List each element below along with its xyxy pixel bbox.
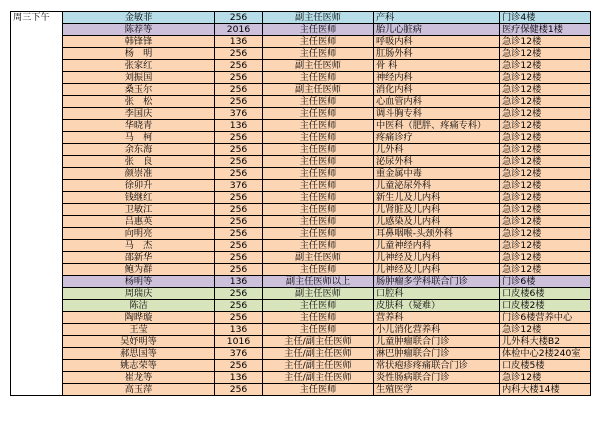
doctor-name-cell: 卫敏江 [63, 204, 215, 216]
table-row [11, 300, 591, 312]
doctor-name-cell: 陶晔璇 [63, 312, 215, 324]
department-cell: 皮肤科（疑难） [374, 300, 500, 312]
table-row [11, 96, 591, 108]
doctor-title-cell: 主任医师 [263, 192, 374, 204]
location-cell: 急诊12楼 [500, 192, 591, 204]
doctor-title-cell: 主任医师 [263, 48, 374, 60]
department-cell: 重金属中毒 [374, 168, 500, 180]
location-cell: 口皮楼2楼 [500, 300, 591, 312]
location-cell: 急诊12楼 [500, 84, 591, 96]
department-cell: 儿童泌尿外科 [374, 180, 500, 192]
fee-code-cell: 256 [215, 252, 263, 264]
doctor-title-cell: 副主任医师 [263, 84, 374, 96]
location-cell: 体检中心2楼240室 [500, 348, 591, 360]
doctor-title-cell: 主任医师 [263, 144, 374, 156]
location-cell: 急诊12楼 [500, 264, 591, 276]
table-row [11, 204, 591, 216]
location-cell: 医疗保健楼1楼 [500, 24, 591, 36]
table-row [11, 60, 591, 72]
doctor-name-cell: 余东海 [63, 144, 215, 156]
table-row [11, 384, 591, 396]
fee-code-cell: 256 [215, 72, 263, 84]
doctor-name-cell: 杨明等 [63, 276, 215, 288]
location-cell: 急诊12楼 [500, 108, 591, 120]
location-cell: 急诊12楼 [500, 36, 591, 48]
location-cell: 急诊12楼 [500, 48, 591, 60]
location-cell: 急诊12楼 [500, 120, 591, 132]
doctor-title-cell: 主任医师 [263, 204, 374, 216]
doctor-name-cell: 姚志荣等 [63, 360, 215, 372]
doctor-title-cell: 主任医师 [263, 216, 374, 228]
table-row [11, 168, 591, 180]
department-cell: 产科 [374, 12, 500, 24]
department-cell: 泌尿外科 [374, 156, 500, 168]
department-cell: 肛肠外科 [374, 48, 500, 60]
doctor-name-cell: 韩锋锋 [63, 36, 215, 48]
doctor-name-cell: 张 松 [63, 96, 215, 108]
doctor-name-cell: 邵新华 [63, 252, 215, 264]
department-cell: 肠肿瘤多学科联合门诊 [374, 276, 500, 288]
department-cell: 胎儿心脏病 [374, 24, 500, 36]
fee-code-cell: 256 [215, 360, 263, 372]
doctor-name-cell: 鲍为群 [63, 264, 215, 276]
table-row [11, 48, 591, 60]
fee-code-cell: 256 [215, 300, 263, 312]
department-cell: 儿童神经内科 [374, 240, 500, 252]
doctor-title-cell: 主任医师 [263, 240, 374, 252]
fee-code-cell: 136 [215, 372, 263, 384]
table-row [11, 348, 591, 360]
doctor-title-cell: 主任医师 [263, 72, 374, 84]
fee-code-cell: 256 [215, 240, 263, 252]
department-cell: 调斗胸专科 [374, 108, 500, 120]
doctor-title-cell: 主任医师 [263, 132, 374, 144]
department-cell: 新生儿及儿内科 [374, 192, 500, 204]
doctor-title-cell: 主任医师 [263, 324, 374, 336]
table-row [11, 264, 591, 276]
table-row [11, 180, 591, 192]
fee-code-cell: 2016 [215, 24, 263, 36]
doctor-title-cell: 副主任医师 [263, 252, 374, 264]
fee-code-cell: 256 [215, 48, 263, 60]
doctor-title-cell: 主任医师 [263, 384, 374, 396]
doctor-name-cell: 高玉萍 [63, 384, 215, 396]
department-cell: 生殖医学 [374, 384, 500, 396]
location-cell: 儿外科大楼B2 [500, 336, 591, 348]
location-cell: 急诊12楼 [500, 156, 591, 168]
table-row [11, 312, 591, 324]
doctor-name-cell: 吕惠英 [63, 216, 215, 228]
doctor-title-cell: 主任/副主任医师 [263, 336, 374, 348]
table-row [11, 192, 591, 204]
table-row [11, 84, 591, 96]
doctor-title-cell: 主任医师 [263, 228, 374, 240]
table-row [11, 216, 591, 228]
doctor-title-cell: 副主任医师 [263, 60, 374, 72]
table-row [11, 156, 591, 168]
doctor-title-cell: 主任医师 [263, 96, 374, 108]
doctor-name-cell: 陈荐等 [63, 24, 215, 36]
location-cell: 急诊12楼 [500, 96, 591, 108]
department-cell: 儿外科 [374, 144, 500, 156]
doctor-name-cell: 王莹 [63, 324, 215, 336]
table-row [11, 288, 591, 300]
fee-code-cell: 256 [215, 144, 263, 156]
doctor-name-cell: 华晓青 [63, 120, 215, 132]
department-cell: 常状疱疹疼痛联合门诊 [374, 360, 500, 372]
table-row [11, 132, 591, 144]
doctor-title-cell: 副主任医师 [263, 12, 374, 24]
department-cell: 心血管内科 [374, 96, 500, 108]
table-row [11, 240, 591, 252]
doctor-name-cell: 崔龙等 [63, 372, 215, 384]
department-cell: 骨 科 [374, 60, 500, 72]
location-cell: 急诊12楼 [500, 60, 591, 72]
doctor-name-cell: 刘振国 [63, 72, 215, 84]
fee-code-cell: 376 [215, 108, 263, 120]
location-cell: 急诊12楼 [500, 180, 591, 192]
fee-code-cell: 256 [215, 12, 263, 24]
department-cell: 营养科 [374, 312, 500, 324]
department-cell: 口腔科 [374, 288, 500, 300]
doctor-name-cell: 杨 明 [63, 48, 215, 60]
fee-code-cell: 136 [215, 36, 263, 48]
fee-code-cell: 256 [215, 312, 263, 324]
fee-code-cell: 256 [215, 288, 263, 300]
fee-code-cell: 256 [215, 60, 263, 72]
location-cell: 门诊6楼 [500, 276, 591, 288]
table-row [11, 24, 591, 36]
table-row [11, 336, 591, 348]
doctor-name-cell: 马 柯 [63, 132, 215, 144]
fee-code-cell: 256 [215, 384, 263, 396]
department-cell: 小儿消化营养科 [374, 324, 500, 336]
doctor-title-cell: 主任医师 [263, 264, 374, 276]
fee-code-cell: 256 [215, 216, 263, 228]
location-cell: 急诊12楼 [500, 228, 591, 240]
fee-code-cell: 256 [215, 228, 263, 240]
location-cell: 急诊12楼 [500, 252, 591, 264]
doctor-name-cell: 郝思国等 [63, 348, 215, 360]
fee-code-cell: 376 [215, 348, 263, 360]
location-cell: 急诊12楼 [500, 72, 591, 84]
doctor-name-cell: 周瑞庆 [63, 288, 215, 300]
location-cell: 急诊12楼 [500, 168, 591, 180]
doctor-name-cell: 向明亮 [63, 228, 215, 240]
fee-code-cell: 136 [215, 120, 263, 132]
location-cell: 口皮楼5楼 [500, 360, 591, 372]
doctor-name-cell: 李国庆 [63, 108, 215, 120]
schedule-table [10, 11, 591, 396]
location-cell: 急诊12楼 [500, 132, 591, 144]
fee-code-cell: 376 [215, 180, 263, 192]
doctor-title-cell: 主任医师 [263, 120, 374, 132]
fee-code-cell: 256 [215, 84, 263, 96]
doctor-title-cell: 主任医师 [263, 180, 374, 192]
doctor-name-cell: 钱继红 [63, 192, 215, 204]
fee-code-cell: 256 [215, 192, 263, 204]
doctor-name-cell: 陈洁 [63, 300, 215, 312]
doctor-name-cell: 徐卯升 [63, 180, 215, 192]
department-cell: 呼吸内科 [374, 36, 500, 48]
doctor-name-cell: 张家红 [63, 60, 215, 72]
doctor-title-cell: 主任医师 [263, 300, 374, 312]
doctor-name-cell: 金敏菲 [63, 12, 215, 24]
doctor-title-cell: 主任医师 [263, 168, 374, 180]
schedule-body [11, 12, 591, 396]
fee-code-cell: 256 [215, 156, 263, 168]
doctor-name-cell: 吴妤明等 [63, 336, 215, 348]
location-cell: 急诊12楼 [500, 204, 591, 216]
department-cell: 消化内科 [374, 84, 500, 96]
fee-code-cell: 256 [215, 204, 263, 216]
location-cell: 急诊12楼 [500, 216, 591, 228]
location-cell: 急诊12楼 [500, 372, 591, 384]
fee-code-cell: 256 [215, 96, 263, 108]
table-row [11, 144, 591, 156]
fee-code-cell: 256 [215, 132, 263, 144]
doctor-title-cell: 主任医师 [263, 36, 374, 48]
session-day-cell: 周三下午 [11, 12, 63, 396]
doctor-name-cell: 桑玉尔 [63, 84, 215, 96]
doctor-name-cell: 张 良 [63, 156, 215, 168]
doctor-title-cell: 主任医师 [263, 312, 374, 324]
fee-code-cell: 256 [215, 264, 263, 276]
doctor-title-cell: 主任医师 [263, 24, 374, 36]
doctor-title-cell: 主任/副主任医师 [263, 372, 374, 384]
location-cell: 急诊12楼 [500, 144, 591, 156]
location-cell: 内科大楼14楼 [500, 384, 591, 396]
department-cell: 疼痛诊疗 [374, 132, 500, 144]
table-row [11, 276, 591, 288]
table-row [11, 324, 591, 336]
fee-code-cell: 136 [215, 276, 263, 288]
doctor-title-cell: 副主任医师 [263, 288, 374, 300]
department-cell: 中医科（肥胖、疼痛专科） [374, 120, 500, 132]
doctor-name-cell: 颜崇准 [63, 168, 215, 180]
location-cell: 门诊6楼营养中心 [500, 312, 591, 324]
location-cell: 门诊4楼 [500, 12, 591, 24]
doctor-title-cell: 主任医师 [263, 156, 374, 168]
department-cell: 炎性肠病联合门诊 [374, 372, 500, 384]
table-row [11, 252, 591, 264]
fee-code-cell: 256 [215, 168, 263, 180]
doctor-title-cell: 副主任医师以上 [263, 276, 374, 288]
fee-code-cell: 1016 [215, 336, 263, 348]
department-cell: 儿神经及儿内科 [374, 252, 500, 264]
location-cell: 急诊12楼 [500, 240, 591, 252]
doctor-title-cell: 主任医师 [263, 108, 374, 120]
location-cell: 急诊12楼 [500, 324, 591, 336]
department-cell: 淋巴肿瘤联合门诊 [374, 348, 500, 360]
department-cell: 儿感染及儿内科 [374, 216, 500, 228]
table-row [11, 72, 591, 84]
table-row [11, 36, 591, 48]
department-cell: 儿肾脏及儿内科 [374, 204, 500, 216]
table-row [11, 372, 591, 384]
table-row [11, 108, 591, 120]
table-row [11, 360, 591, 372]
doctor-title-cell: 主任/副主任医师 [263, 360, 374, 372]
doctor-name-cell: 马 杰 [63, 240, 215, 252]
doctor-title-cell: 主任/副主任医师 [263, 348, 374, 360]
table-row [11, 228, 591, 240]
department-cell: 儿童肿瘤联合门诊 [374, 336, 500, 348]
table-row [11, 120, 591, 132]
fee-code-cell: 136 [215, 324, 263, 336]
table-row [11, 12, 591, 24]
department-cell: 神经内科 [374, 72, 500, 84]
location-cell: 口皮楼6楼 [500, 288, 591, 300]
department-cell: 耳鼻咽喉-头颈外科 [374, 228, 500, 240]
department-cell: 儿神经及儿内科 [374, 264, 500, 276]
